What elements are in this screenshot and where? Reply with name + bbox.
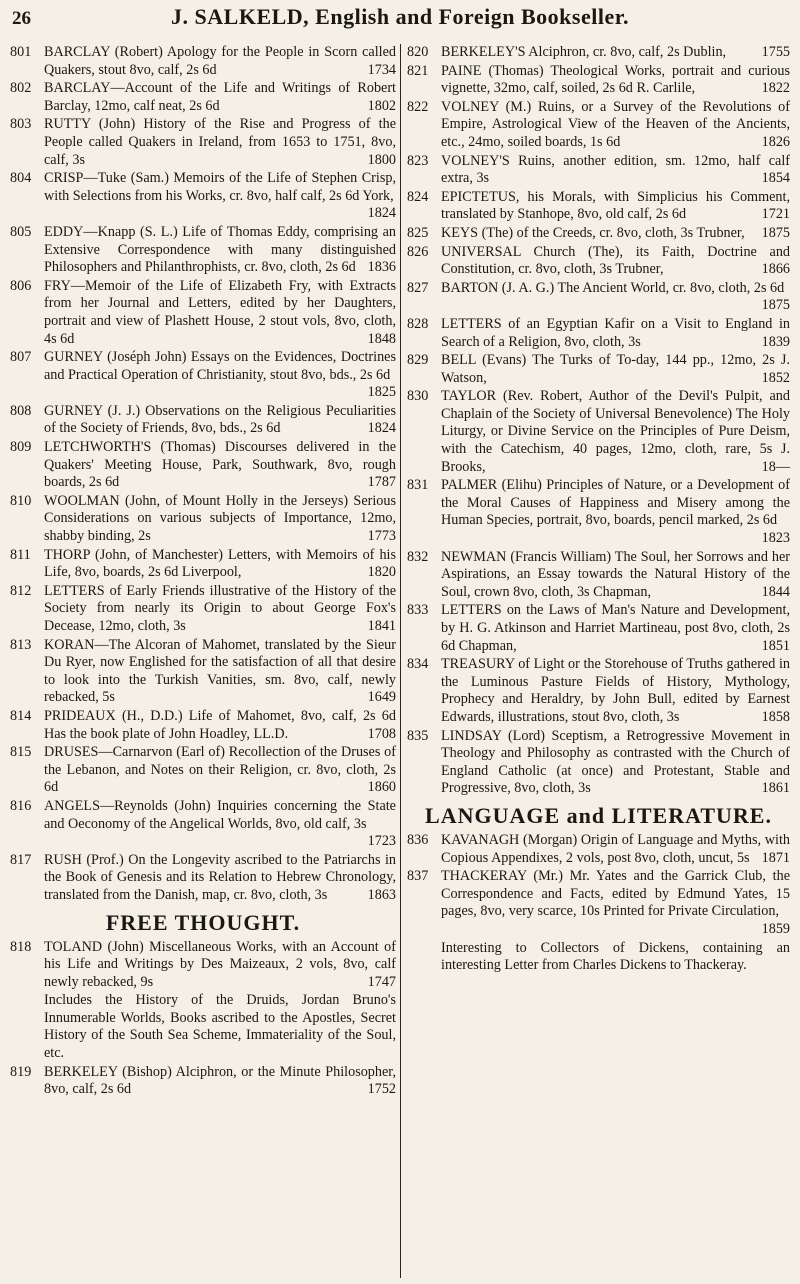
entry-number: 818 xyxy=(10,938,32,955)
entry-description xyxy=(441,388,790,476)
entry-number: 805 xyxy=(10,223,32,240)
catalogue-entry xyxy=(10,224,396,277)
entry-text: KEYS (The) of the Creeds, cr. 8vo, cloth, 3s Trubner, xyxy=(441,224,745,241)
entry-text: RUTTY (John) History of the Rise and Progress of the People called Quakers in Ireland, from 1653 to 1751, 8vo, calf, 3s xyxy=(44,116,396,168)
entry-year: 1875 xyxy=(761,297,790,314)
entry-text: VOLNEY (M.) Ruins, or a Survey of the Revolutions of Empire, Astrological View of the Heaven of the Ancients, etc., 24mo, soiled boards, 1s 6d xyxy=(441,98,790,150)
catalogue-entry xyxy=(10,493,396,546)
entry-description xyxy=(441,63,790,98)
catalogue-entry xyxy=(10,80,396,115)
entry-description xyxy=(44,116,396,169)
entry-number: 809 xyxy=(10,439,32,456)
entry-number: 804 xyxy=(10,170,32,187)
entry-description xyxy=(44,278,396,348)
catalogue-entry xyxy=(10,278,396,348)
right-column xyxy=(400,44,792,1278)
entry-year: 1851 xyxy=(761,637,790,654)
catalogue-entry xyxy=(10,798,396,851)
entry-description xyxy=(44,583,396,636)
entry-number: 819 xyxy=(10,1063,32,1080)
entry-year: 1859 xyxy=(761,920,790,937)
entry-text: PALMER (Elihu) Principles of Nature, or a Development of the Moral Causes of Happiness and Misery among the Human Species, portrait, 8vo, boards, pencil marked, 2s 6d xyxy=(441,477,790,529)
entry-year: 1875 xyxy=(761,224,790,241)
catalogue-entry xyxy=(407,280,790,315)
catalogue-entry xyxy=(407,728,790,798)
entry-number: 817 xyxy=(10,851,32,868)
entry-number: 820 xyxy=(407,44,429,60)
catalogue-entry xyxy=(407,656,790,726)
entry-year: 1755 xyxy=(761,44,790,60)
catalogue-entry xyxy=(10,637,396,707)
entry-number: 828 xyxy=(407,315,429,332)
catalogue-entry xyxy=(10,403,396,438)
entry-number: 810 xyxy=(10,492,32,509)
entry-number: 814 xyxy=(10,707,32,724)
entry-number: 802 xyxy=(10,80,32,97)
entry-number: 813 xyxy=(10,636,32,653)
entry-description xyxy=(441,225,790,243)
entry-description xyxy=(441,868,790,938)
catalogue-entry xyxy=(10,1064,396,1099)
entry-text: THORP (John, of Manchester) Letters, with Memoirs of his Life, 8vo, boards, 2s 6d Liverpool, xyxy=(44,546,396,581)
catalogue-entry xyxy=(10,939,396,992)
entry-year: 1721 xyxy=(761,206,790,223)
entry-number: 836 xyxy=(407,831,429,848)
entry-description xyxy=(44,1064,396,1099)
entry-description xyxy=(44,170,396,223)
entry-number: 829 xyxy=(407,352,429,369)
entry-text: FRY—Memoir of the Life of Elizabeth Fry, with Extracts from her Journal and Letters, edited by her Daughters, portrait and view of Plashett House, 2 stout vols, 8vo, cloth, 4s 6d xyxy=(44,277,396,347)
entry-number: 815 xyxy=(10,744,32,761)
entry-description xyxy=(44,852,396,905)
entry-description xyxy=(44,44,396,79)
entry-text: BARCLAY—Account of the Life and Writings of Robert Barclay, 12mo, calf neat, 2s 6d xyxy=(44,80,396,114)
catalogue-entry xyxy=(407,225,790,243)
catalogue-entry xyxy=(407,153,790,188)
entry-number: 821 xyxy=(407,62,429,79)
entry-text: WOOLMAN (John, of Mount Holly in the Jerseys) Serious Considerations on various subjects of Importance, 12mo, shabby binding, 2s xyxy=(44,492,396,545)
entry-number: 832 xyxy=(407,548,429,565)
section-heading: FREE THOUGHT. xyxy=(105,909,301,935)
entry-description xyxy=(441,549,790,602)
entry-text: ANGELS—Reynolds (John) Inquiries concerning the State and Oeconomy of the Angelical Worlds, 8vo, old calf, 3s xyxy=(44,797,396,832)
entry-text: LETTERS on the Laws of Man's Nature and Development, by H. G. Atkinson and Harriet Martineau, post 8vo, cloth, 2s 6d Chapman, xyxy=(441,602,790,654)
entry-year: 1752 xyxy=(367,1081,396,1098)
entry-text: KAVANAGH (Morgan) Origin of Language and Myths, with Copious Appendixes, 2 vols, post 8vo, cloth, uncut, 5s xyxy=(441,831,790,866)
entry-year: 1747 xyxy=(367,973,396,990)
entry-description xyxy=(44,403,396,438)
entry-number: 834 xyxy=(407,656,429,673)
entry-text: BERKELEY (Bishop) Alciphron, or the Minute Philosopher, 8vo, calf, 2s 6d xyxy=(44,1063,396,1098)
entry-text: BERKELEY'S Alciphron, cr. 8vo, calf, 2s Dublin, xyxy=(441,44,727,60)
entry-year: 1848 xyxy=(367,330,396,347)
entry-text: TAYLOR (Rev. Robert, Author of the Devil's Pulpit, and Chaplain of the Society of Universal Benevolence) The Holy Liturgy, or Divine Service on the Principles of Pure Deism, with the Catechism, 40 pages, 12mo, cloth, rare, 5s J. Brooks, xyxy=(441,388,790,475)
entry-note: Includes the History of the Druids, Jordan Bruno's Innumerable Worlds, Books ascribed to the Apostles, Secret History of the South Sea Scheme, Immateriality of the Soul, etc. xyxy=(44,992,396,1062)
entry-text: BELL (Evans) The Turks of To-day, 144 pp., 12mo, 2s J. Watson, xyxy=(441,352,790,386)
entry-year: 18— xyxy=(761,458,790,475)
entry-number: 801 xyxy=(10,44,32,60)
entry-description xyxy=(44,744,396,797)
entry-description xyxy=(441,656,790,726)
entry-number: 831 xyxy=(407,477,429,494)
entry-number: 827 xyxy=(407,279,429,296)
entry-description xyxy=(44,349,396,402)
entry-number: 803 xyxy=(10,116,32,133)
entry-year: 1860 xyxy=(367,779,396,796)
entry-text: PAINE (Thomas) Theological Works, portrait and curious vignette, 32mo, calf, soiled, 2s 6d R. Carlile, xyxy=(441,62,790,97)
catalogue-entry xyxy=(407,189,790,224)
entry-description xyxy=(44,493,396,546)
catalogue-entry xyxy=(407,352,790,387)
entry-number: 811 xyxy=(10,546,31,563)
entry-description xyxy=(441,602,790,655)
catalogue-entry xyxy=(10,583,396,636)
entry-text: TOLAND (John) Miscellaneous Works, with an Account of his Life and Writings by Des Maizeaux, 2 vols, 8vo, calf newly rebacked, 9s xyxy=(44,938,396,990)
entry-year: 1800 xyxy=(367,151,396,168)
entry-number: 824 xyxy=(407,188,429,205)
running-title: J. SALKELD, English and Foreign Bookseller. xyxy=(171,4,629,29)
entry-text: UNIVERSAL Church (The), its Faith, Doctrine and Constitution, cr. 8vo, cloth, 3s Trubner, xyxy=(441,243,790,278)
entry-year: 1866 xyxy=(761,261,790,278)
entry-number: 808 xyxy=(10,402,32,419)
entry-description xyxy=(441,352,790,387)
entry-text: LETCHWORTH'S (Thomas) Discourses delivered in the Quakers' Meeting House, Park, Southwark, 8vo, rough boards, 2s 6d xyxy=(44,439,396,491)
entry-number: 826 xyxy=(407,243,429,260)
catalogue-entry xyxy=(407,832,790,867)
entry-year: 1852 xyxy=(761,369,790,386)
entry-text: LETTERS of an Egyptian Kafir on a Visit to England in Search of a Religion, 8vo, cloth, 3s xyxy=(441,315,790,350)
catalogue-entry xyxy=(10,349,396,402)
entry-text: EPICTETUS, his Morals, with Simplicius his Comment, translated by Stanhope, 8vo, old calf, 2s 6d xyxy=(441,188,790,223)
entry-description xyxy=(44,80,396,115)
entry-year: 1836 xyxy=(367,259,396,276)
page-header xyxy=(12,4,788,34)
entry-year: 1871 xyxy=(761,849,790,866)
catalogue-entry xyxy=(407,244,790,279)
entry-number: 835 xyxy=(407,727,429,744)
entry-number: 806 xyxy=(10,277,32,294)
entry-text: CRISP—Tuke (Sam.) Memoirs of the Life of Stephen Crisp, with Selections from his Works, cr. 8vo, half calf, 2s 6d York, xyxy=(44,170,396,204)
entry-year: 1823 xyxy=(761,530,790,547)
catalogue-entry xyxy=(10,852,396,905)
entry-number: 830 xyxy=(407,388,429,405)
entry-number: 812 xyxy=(10,582,32,599)
entry-text: RUSH (Prof.) On the Longevity ascribed to the Patriarchs in the Book of Genesis and its Relation to Hebrew Chronology, translated from the Danish, map, cr. 8vo, cloth, 3s xyxy=(44,851,396,903)
catalogue-entry xyxy=(407,868,790,938)
entry-year: 1820 xyxy=(367,564,396,581)
catalogue-entry xyxy=(407,44,790,62)
catalogue-entry xyxy=(407,549,790,602)
catalogue-entry xyxy=(10,170,396,223)
entry-text: GURNEY (Joséph John) Essays on the Evidences, Doctrines and Practical Operation of Christianity, stout 8vo, bds., 2s 6d xyxy=(44,349,396,383)
entry-description xyxy=(44,637,396,707)
entry-description xyxy=(441,99,790,152)
entry-number: 823 xyxy=(407,152,429,169)
entry-description xyxy=(441,832,790,867)
entry-description xyxy=(44,439,396,492)
entry-number: 807 xyxy=(10,349,32,366)
entry-year: 1863 xyxy=(367,886,396,903)
entry-year: 1824 xyxy=(367,420,396,437)
entry-text: PRIDEAUX (H., D.D.) Life of Mahomet, 8vo, calf, 2s 6d Has the book plate of John Hoadley, LL.D. xyxy=(44,707,396,742)
entry-year: 1787 xyxy=(367,474,396,491)
entry-text: THACKERAY (Mr.) Mr. Yates and the Garrick Club, the Correspondence and Facts, edited by Edmund Yates, 15 pages, 8vo, very scarce, 10s Printed for Private Circulation, xyxy=(441,868,790,920)
entry-description xyxy=(44,708,396,743)
entry-text: GURNEY (J. J.) Observations on the Religious Peculiarities of the Society of Friends, 8vo, bds., 2s 6d xyxy=(44,402,396,437)
page-number: 26 xyxy=(12,8,31,29)
entry-description xyxy=(441,244,790,279)
section-heading: LANGUAGE and LITERATURE. xyxy=(425,802,772,828)
entry-year: 1841 xyxy=(367,618,396,634)
entry-year: 1723 xyxy=(367,833,396,850)
entry-description xyxy=(441,477,790,547)
catalogue-entry xyxy=(10,116,396,169)
entry-number: 833 xyxy=(407,602,429,619)
entry-text: LETTERS of Early Friends illustrative of the History of the Society from nearly its Origin to about George Fox's Decease, 12mo, cloth, 3s xyxy=(44,582,396,634)
catalogue-entry xyxy=(407,477,790,547)
entry-description xyxy=(44,939,396,992)
entry-year: 1826 xyxy=(761,133,790,150)
entry-description xyxy=(441,316,790,351)
entry-text: NEWMAN (Francis William) The Soul, her Sorrows and her Aspirations, an Essay towards the Natural History of the Soul, crown 8vo, cloth, 3s Chapman, xyxy=(441,548,790,600)
entry-text: LINDSAY (Lord) Sceptism, a Retrogressive Movement in Theology and Philosophy as contrasted with the Church of England Catholic (at once) and Protestant, Stable and Progressive, 8vo, cloth, 3s xyxy=(441,727,790,797)
entry-description xyxy=(441,280,790,315)
entry-description xyxy=(44,798,396,851)
catalogue-entry xyxy=(407,99,790,152)
entry-text: VOLNEY'S Ruins, another edition, sm. 12mo, half calf extra, 3s xyxy=(441,152,790,187)
entry-year: 1649 xyxy=(367,689,396,706)
entry-year: 1861 xyxy=(761,780,790,797)
entry-text: BARCLAY (Robert) Apology for the People in Scorn called Quakers, stout 8vo, calf, 2s 6d xyxy=(44,44,396,78)
entry-year: 1773 xyxy=(367,528,396,545)
entry-number: 822 xyxy=(407,98,429,115)
entry-number: 837 xyxy=(407,868,429,885)
entry-text: DRUSES—Carnarvon (Earl of) Recollection of the Druses of the Lebanon, and Notes on their Religion, cr. 8vo, cloth, 2s 6d xyxy=(44,744,396,796)
entry-year: 1824 xyxy=(367,205,396,222)
catalogue-columns xyxy=(8,44,792,1278)
entry-description xyxy=(44,224,396,277)
entry-note: Interesting to Collectors of Dickens, containing an interesting Letter from Charles Dickens to Thackeray. xyxy=(441,939,790,974)
catalogue-entry xyxy=(10,44,396,79)
entry-text: BARTON (J. A. G.) The Ancient World, cr. 8vo, cloth, 2s 6d xyxy=(441,279,785,296)
catalogue-entry xyxy=(10,547,396,582)
entry-year: 1802 xyxy=(367,97,396,114)
entry-year: 1708 xyxy=(367,725,396,742)
entry-description xyxy=(441,153,790,188)
catalogue-entry xyxy=(10,708,396,743)
entry-text: EDDY—Knapp (S. L.) Life of Thomas Eddy, comprising an Extensive Correspondence with many distinguished Philosophers and Philanthrophists, cr. 8vo, cloth, 2s 6d xyxy=(44,223,396,276)
entry-number: 816 xyxy=(10,797,32,814)
entry-year: 1825 xyxy=(367,384,396,401)
entry-text: KORAN—The Alcoran of Mahomet, translated by the Sieur Du Ryer, now Englished for the satisfaction of all that desire to look into the Turkish Vanities, sm. 8vo, calf, newly rebacked, 5s xyxy=(44,636,396,706)
entry-description xyxy=(441,728,790,798)
entry-year: 1734 xyxy=(367,61,396,78)
entry-text: TREASURY of Light or the Storehouse of Truths gathered in the Luminous Pasture Fields of History, Mythology, Prophecy and Heraldry, by John Bull, edited by Earnest Edwards, illustrations, stout 8vo, cloth, 3s xyxy=(441,656,790,725)
entry-number: 825 xyxy=(407,224,429,241)
left-column xyxy=(8,44,400,1278)
entry-year: 1858 xyxy=(761,708,790,725)
entry-description xyxy=(441,189,790,224)
catalogue-entry xyxy=(407,63,790,98)
catalogue-entry xyxy=(10,439,396,492)
catalogue-entry xyxy=(407,602,790,655)
entry-year: 1854 xyxy=(761,170,790,187)
catalogue-entry xyxy=(407,388,790,476)
catalogue-entry xyxy=(10,744,396,797)
entry-description xyxy=(44,547,396,582)
entry-year: 1839 xyxy=(761,333,790,350)
entry-year: 1822 xyxy=(761,80,790,97)
entry-description xyxy=(441,44,790,62)
catalogue-entry xyxy=(407,316,790,351)
entry-year: 1844 xyxy=(761,583,790,600)
